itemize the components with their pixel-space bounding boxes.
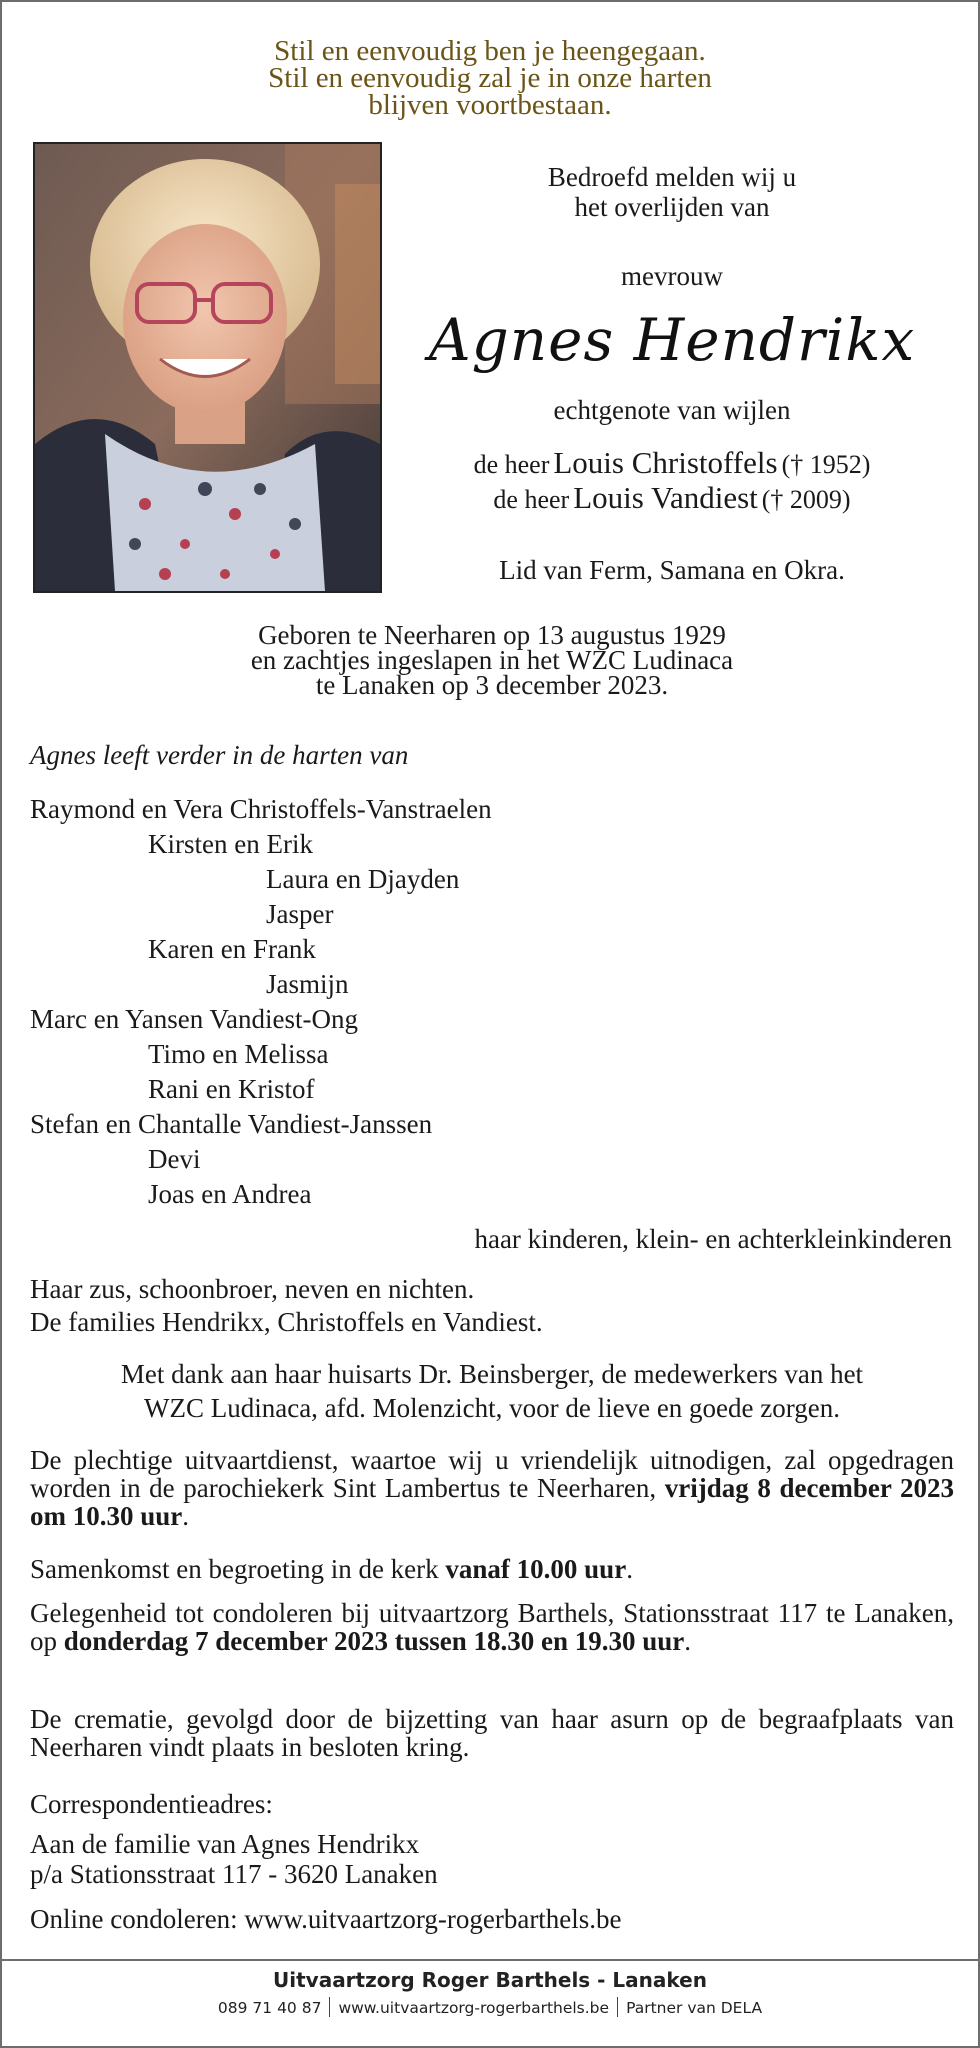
family-member: Raymond en Vera Christoffels-Vanstraelen	[30, 794, 492, 824]
birth-info	[2, 620, 980, 700]
service-datetime: vrijdag 8 december 2023 om 10.30 uur	[30, 1473, 954, 1531]
poem-line: blijven voortbestaan.	[368, 89, 612, 121]
poem	[2, 35, 978, 121]
address-line: Aan de familie van Agnes Hendrikx	[30, 1829, 420, 1859]
family-member: Kirsten en Erik	[148, 829, 313, 859]
family-member: Timo en Melissa	[148, 1039, 329, 1069]
correspondence-address	[30, 1789, 954, 1889]
service-text: De plechtige uitvaartdienst, waartoe wij u vriendelijk uitnodigen, zal opgedragen worden in de parochiekerk Sint Lambertus te Neerharen,	[30, 1445, 954, 1503]
family-member: Laura en Djayden	[266, 864, 460, 894]
family-summary: haar kinderen, klein- en achterkleinkinderen	[474, 1224, 952, 1254]
announcement-line: het overlijden van	[574, 192, 770, 222]
family-member: Marc en Yansen Vandiest-Ong	[30, 1004, 358, 1034]
title-mevrouw: mevrouw	[621, 261, 723, 291]
funeral-service	[30, 1446, 954, 1530]
poem-line: Stil en eenvoudig zal je in onze harten	[268, 62, 712, 94]
gathering	[30, 1555, 954, 1583]
spouse-name: Louis Christoffels	[553, 445, 778, 480]
spouse-dates: († 2009)	[761, 485, 851, 514]
family-member: Stefan en Chantalle Vandiest-Janssen	[30, 1109, 433, 1139]
family-member: Joas en Andrea	[148, 1179, 312, 1209]
footer-title: Uitvaartzorg Roger Barthels - Lanaken	[273, 1968, 707, 1992]
footer-separator	[617, 1997, 618, 2017]
address-line: p/a Stationsstraat 117 - 3620 Lanaken	[30, 1859, 438, 1889]
footer-contact	[2, 1997, 978, 2017]
thanks-line: Met dank aan haar huisarts Dr. Beinsberger, de medewerkers van het	[120, 1359, 864, 1389]
cremation: De crematie, gevolgd door de bijzetting van haar asurn op de begraafplaats van Neerharen vindt plaats in besloten kring.	[30, 1704, 954, 1762]
lives-on-heading: Agnes leeft verder in de harten van	[30, 740, 409, 770]
gathering-time: vanaf 10.00 uur	[445, 1554, 627, 1584]
membership: Lid van Ferm, Samana en Okra.	[499, 555, 845, 585]
family-member: Devi	[148, 1144, 201, 1174]
birth-line: en zachtjes ingeslapen in het WZC Ludinaca	[250, 645, 734, 675]
gathering-end: .	[626, 1554, 633, 1584]
condolence-text: Gelegenheid tot condoleren bij uitvaartzorg Barthels, Stationsstraat 117 te Lanaken, op	[30, 1598, 954, 1656]
portrait-illustration	[35, 144, 380, 591]
footer-divider	[2, 1959, 978, 1961]
spouse-2	[392, 481, 952, 521]
service-end: .	[182, 1501, 190, 1531]
relatives-line: De families Hendrikx, Christoffels en Vandiest.	[30, 1307, 543, 1337]
condolence-datetime: donderdag 7 december 2023 tussen 18.30 en 19.30 uur	[63, 1626, 685, 1656]
gathering-text: Samenkomst en begroeting in de kerk	[30, 1554, 446, 1584]
footer-website-link[interactable]: www.uitvaartzorg-rogerbarthels.be	[338, 1999, 610, 2017]
family-member: Jasmijn	[266, 969, 349, 999]
thanks-line: WZC Ludinaca, afd. Molenzicht, voor de lieve en goede zorgen.	[144, 1393, 840, 1423]
poem-line: Stil en eenvoudig ben je heengegaan.	[274, 35, 706, 67]
spouse-dates: († 1952)	[781, 450, 871, 479]
thanks	[30, 1357, 954, 1425]
announcement-line: Bedroefd melden wij u	[547, 162, 797, 192]
relatives-line: Haar zus, schoonbroer, neven en nichten.	[30, 1274, 475, 1304]
birth-line: Geboren te Neerharen op 13 augustus 1929	[258, 620, 726, 650]
relatives	[30, 1273, 954, 1339]
condolence	[30, 1599, 954, 1655]
birth-line: te Lanaken op 3 december 2023.	[315, 670, 669, 700]
portrait-photo	[33, 142, 382, 593]
spouse-intro: echtgenote van wijlen	[553, 395, 791, 425]
spouse-name: Louis Vandiest	[573, 480, 758, 515]
condolence-end: .	[684, 1626, 692, 1656]
spouse-prefix: de heer	[493, 485, 570, 514]
family-member: Rani en Kristof	[148, 1074, 315, 1104]
footer-separator	[329, 1997, 330, 2017]
footer-phone: 089 71 40 87	[217, 1999, 322, 2017]
spouse-prefix: de heer	[473, 450, 550, 479]
address-label: Correspondentieadres:	[30, 1789, 273, 1819]
family-member: Jasper	[266, 899, 334, 929]
announcement-intro	[392, 162, 952, 222]
deceased-name: Agnes Hendrikx	[428, 306, 916, 374]
family-member: Karen en Frank	[148, 934, 316, 964]
footer-partner: Partner van DELA	[626, 1999, 763, 2017]
online-condolence: Online condoleren: www.uitvaartzorg-rogerbarthels.be	[30, 1904, 622, 1934]
